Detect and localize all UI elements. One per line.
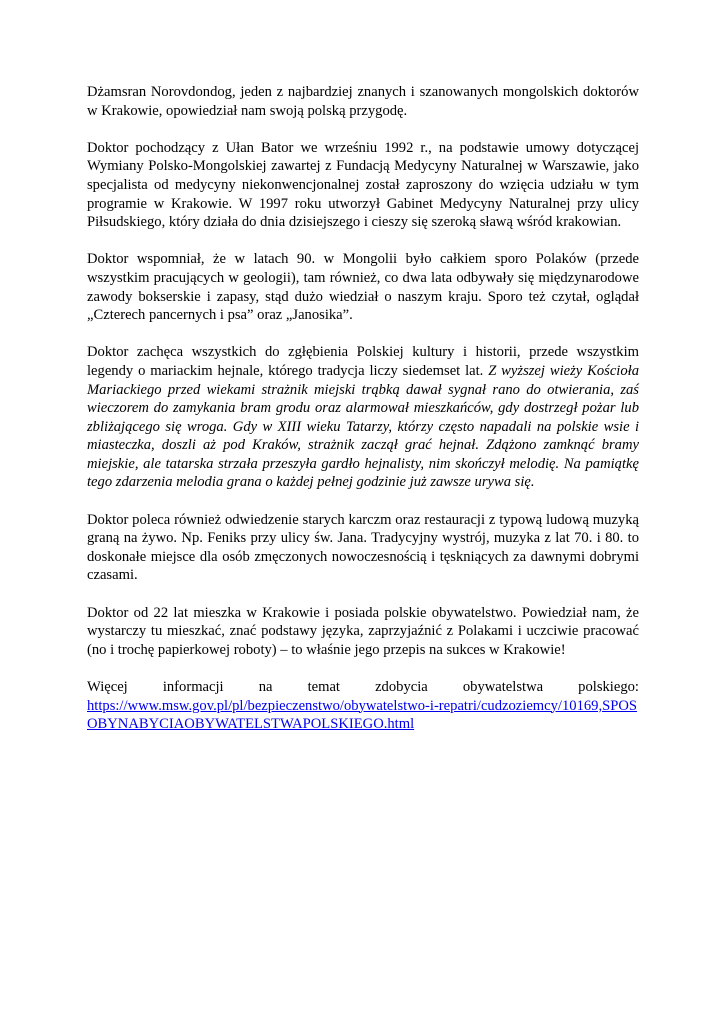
- paragraph-mongolia: Doktor wspomniał, że w latach 90. w Mongolii było całkiem sporo Polaków (przede wszystkim pracujących w geologii), tam również, co dwa lata odbywały się międzynarodowe zawody bokserskie i zapasy, stąd dużo wiedział o naszym kraju. Sporo też czytał, oglądał „Czterech pancernych i psa” oraz „Janosika”.: [87, 251, 639, 324]
- citizenship-info-link[interactable]: https://www.msw.gov.pl/pl/bezpieczenstwo/obywatelstwo-i-repatri/cudzoziemcy/10169,SPOSOBYNABYCIAOBYWATELSTWAPOLSKIEGO.html: [87, 697, 638, 733]
- paragraph-recommendations: Doktor poleca również odwiedzenie starych karczm oraz restauracji z typową ludową muzyką graną na żywo. Np. Feniks przy ulicy św. Jana. Tradycyjny wystrój, muzyka z lat 70. i 80. to doskonałe miejsce dla osób zmęczonych nowoczesnością i tęskniących za dawnymi dobrymi czasami.: [87, 511, 639, 584]
- hejnal-legend-text: Z wyższej wieży Kościoła Mariackiego przed wiekami strażnik miejski trąbką dawał sygnał rano do otwierania, zaś wieczorem do zamykania bram grodu oraz alarmował mieszkańców, gdy dostrzegł pożar lub zbliżającego się wroga. Gdy w XIII wieku Tatarzy, którzy często napadali na polskie wsie i miasteczka, doszli aż pod Kraków, strażnik zaczął grać hejnał. Zdążono zamknąć bramy miejskie, ale tatarska strzała przeszyła gardło hejnalisty, nim skończył melodię. Na pamiątkę tego zdarzenia melodia grana o każdej pełnej godzinie już zawsze urywa się.: [87, 362, 640, 491]
- more-info-text: Więcej informacji na temat zdobycia obywatelstwa polskiego:: [87, 679, 639, 695]
- paragraph-more-info: [87, 678, 639, 734]
- paragraph-intro: Dżamsran Norovdondog, jeden z najbardziej znanych i szanowanych mongolskich doktorów w Krakowie, opowiedział nam swoją polską przygodę.: [87, 84, 639, 119]
- paragraph-background: Doktor pochodzący z Ułan Bator we wrześniu 1992 r., na podstawie umowy dotyczącej Wymiany Polsko-Mongolskiej zawartej z Fundacją Medycyny Naturalnej w Warszawie, jako specjalista od medycyny niekonwencjonalnej został zaproszony do wzięcia udziału w tym programie w Krakowie. W 1997 roku utworzył Gabinet Medycyny Naturalnej przy ulicy Piłsudskiego, który działa do dnia dzisiejszego i cieszy się szeroką sławą wśród krakowian.: [87, 139, 639, 231]
- hejnal-intro-text: Doktor zachęca wszystkich do zgłębienia Polskiej kultury i historii, przede wszystkim legendy o mariackim hejnale, którego tradycja liczy siedemset lat.: [87, 344, 639, 379]
- paragraph-citizenship: Doktor od 22 lat mieszka w Krakowie i posiada polskie obywatelstwo. Powiedział nam, że wystarczy tu mieszkać, znać podstawy języka, zaprzyjaźnić z Polakami i uczciwie pracować (no i trochę papierkowej roboty) – to właśnie jego przepis na sukces w Krakowie!: [87, 604, 639, 658]
- document-body: [87, 83, 639, 752]
- paragraph-hejnal: [87, 343, 639, 492]
